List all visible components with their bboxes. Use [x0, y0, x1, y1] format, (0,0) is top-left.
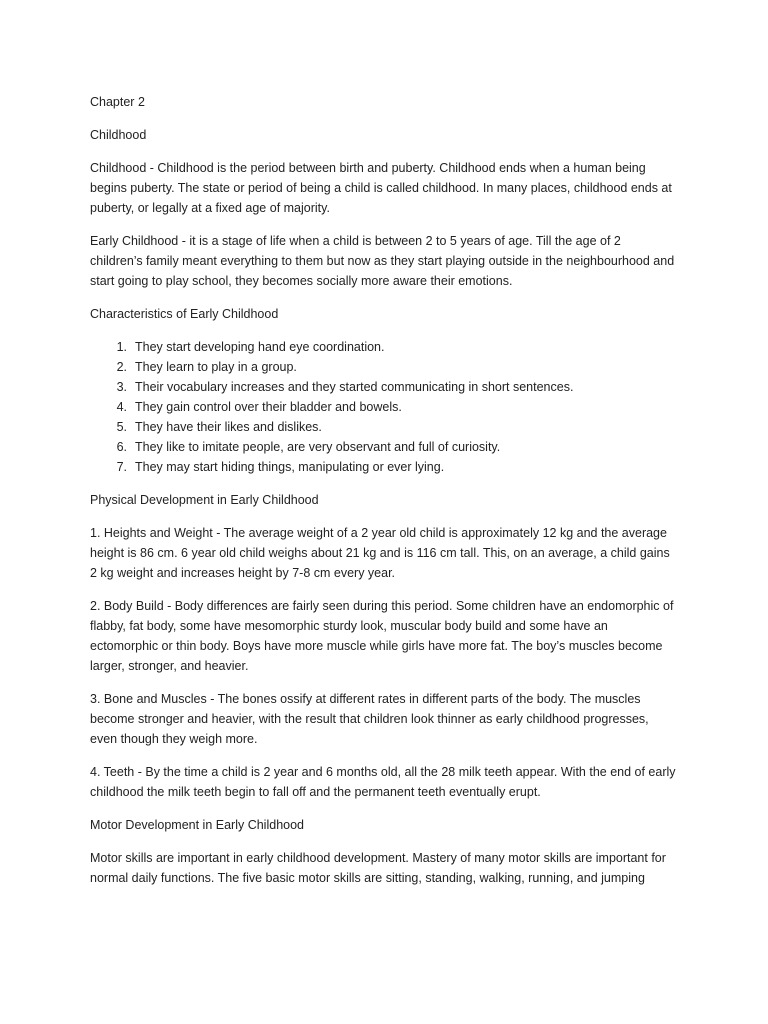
- list-item-text: They may start hiding things, manipulating or ever lying.: [135, 460, 445, 474]
- characteristics-heading: Characteristics of Early Childhood: [90, 307, 279, 321]
- list-item: [90, 457, 676, 477]
- list-item-number: 1.: [116, 340, 127, 354]
- list-item-text: They like to imitate people, are very observant and full of curiosity.: [135, 440, 501, 454]
- list-item-text: They have their likes and dislikes.: [135, 420, 322, 434]
- list-item: [90, 437, 676, 457]
- intro-paragraph: Childhood - Childhood is the period between birth and puberty. Childhood ends when a human being begins puberty. The state or period of being a child is called childhood. In many places, childhood ends at puberty, or legally at a fixed age of majority.: [90, 161, 672, 215]
- motor-skills-paragraph: Motor skills are important in early childhood development. Mastery of many motor skills are important for normal daily functions. The five basic motor skills are sitting, standing, walking, running, and jumping: [90, 851, 666, 885]
- list-item-number: 7.: [116, 460, 127, 474]
- body-build-paragraph: 2. Body Build - Body differences are fairly seen during this period. Some children have an endomorphic of flabby, fat body, some have mesomorphic sturdy look, muscular body build and some have an ectomorphic or thin body. Boys have more muscle while girls have more fat. The boy’s muscles become larger, stronger, and heavier.: [90, 599, 674, 673]
- list-item: [90, 377, 676, 397]
- early-childhood-paragraph: Early Childhood - it is a stage of life when a child is between 2 to 5 years of age. Till the age of 2 children’s family meant everything to them but now as they start playing outside in the neighbourhood and start going to play school, they becomes socially more aware their emotions.: [90, 234, 675, 288]
- list-item-text: They start developing hand eye coordination.: [135, 340, 385, 354]
- teeth-paragraph: 4. Teeth - By the time a child is 2 year and 6 months old, all the 28 milk teeth appear. With the end of early childhood the milk teeth begin to fall off and the permanent teeth eventually erupt.: [90, 765, 676, 799]
- list-item: [90, 337, 676, 357]
- list-item-text: They learn to play in a group.: [135, 360, 297, 374]
- list-item-number: 5.: [116, 420, 127, 434]
- list-item: [90, 417, 676, 437]
- list-item: [90, 357, 676, 377]
- list-item-number: 2.: [116, 360, 127, 374]
- list-item-number: 4.: [116, 400, 127, 414]
- bone-muscles-paragraph: 3. Bone and Muscles - The bones ossify at different rates in different parts of the body. The muscles become stronger and heavier, with the result that children look thinner as early childhood progresses, even though they weigh more.: [90, 692, 649, 746]
- characteristics-list: [90, 337, 676, 477]
- chapter-label: Chapter 2: [90, 95, 145, 109]
- page-title: Childhood: [90, 128, 147, 142]
- list-item: [90, 397, 676, 417]
- list-item-number: 6.: [116, 440, 127, 454]
- physical-development-heading: Physical Development in Early Childhood: [90, 493, 319, 507]
- list-item-text: They gain control over their bladder and bowels.: [135, 400, 402, 414]
- motor-development-heading: Motor Development in Early Childhood: [90, 818, 304, 832]
- document-page: [90, 92, 676, 901]
- list-item-text: Their vocabulary increases and they started communicating in short sentences.: [135, 380, 574, 394]
- height-weight-paragraph: 1. Heights and Weight - The average weight of a 2 year old child is approximately 12 kg and the average height is 86 cm. 6 year old child weighs about 21 kg and is 116 cm tall. This, on an average, a child gains 2 kg weight and increases height by 7-8 cm every year.: [90, 526, 670, 580]
- list-item-number: 3.: [116, 380, 127, 394]
